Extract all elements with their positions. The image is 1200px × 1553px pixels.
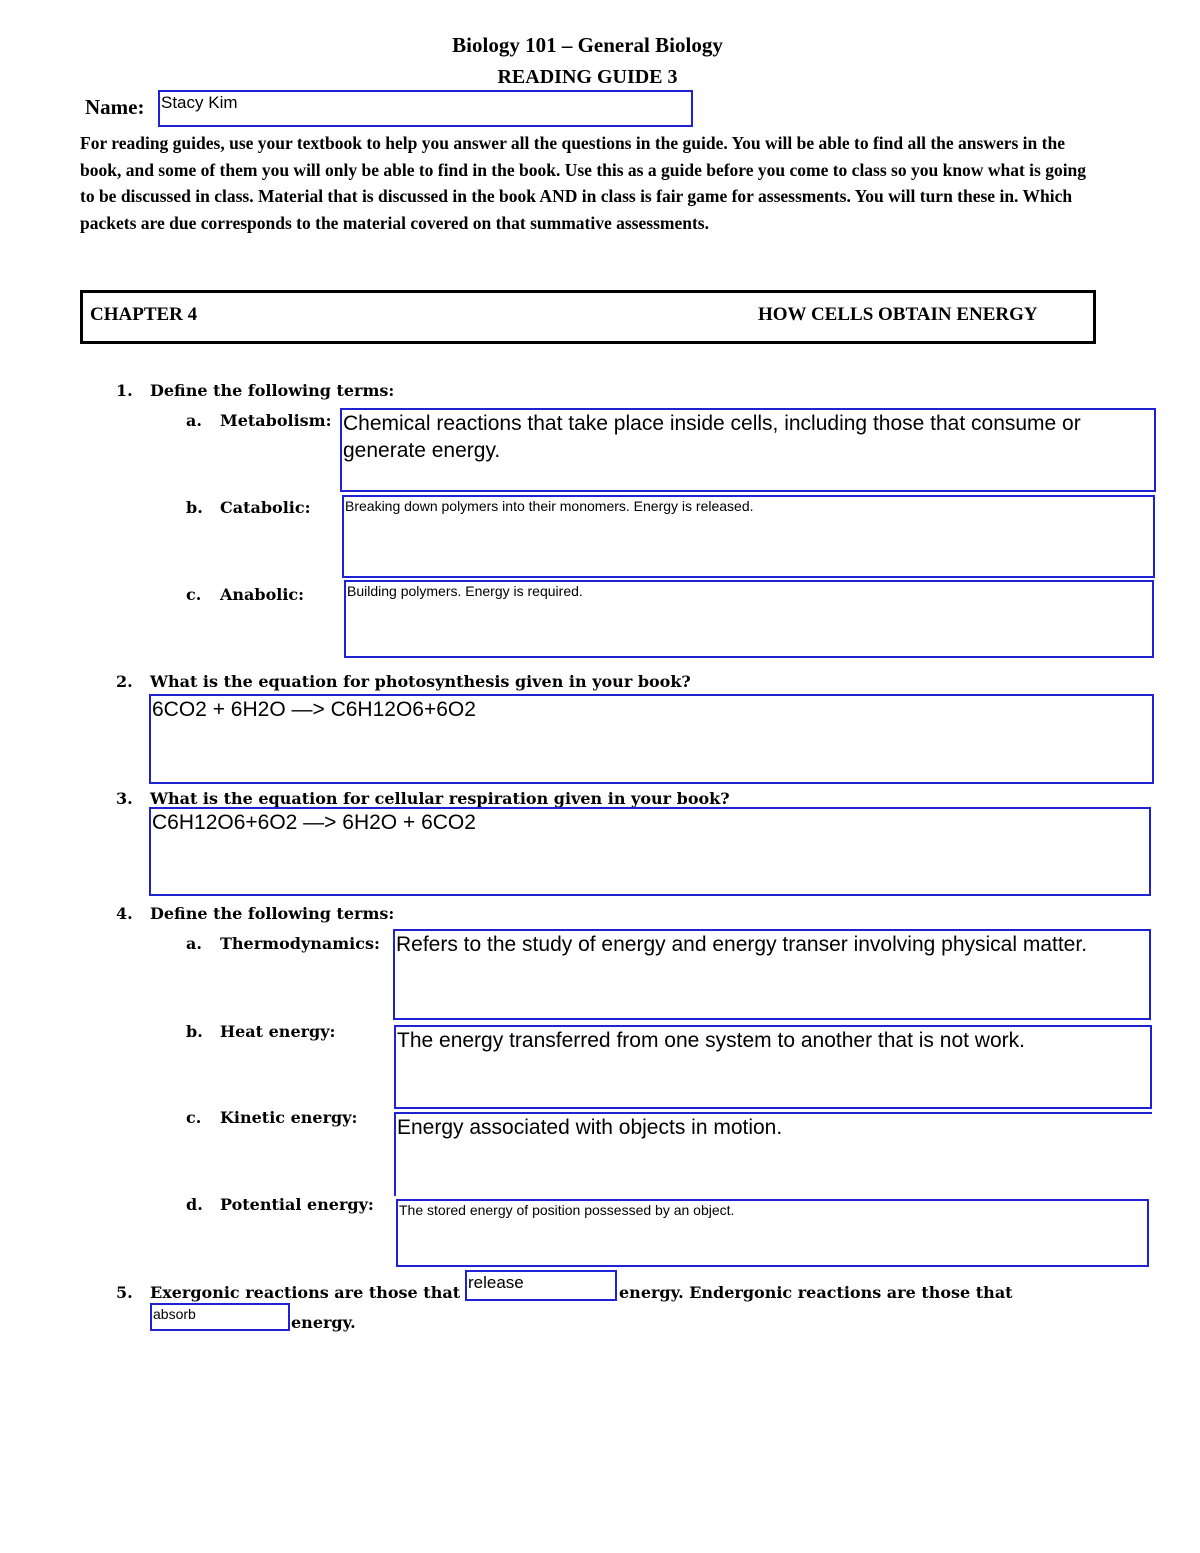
q2-prompt: What is the equation for photosynthesis given in your book? [150,672,691,691]
q5-text-exergonic: Exergonic reactions are those that [150,1283,461,1302]
q3-number: 3. [116,789,133,808]
q5-number: 5. [116,1283,133,1302]
q1b-letter: b. [186,498,203,517]
course-title: Biology 101 – General Biology [452,33,723,57]
catabolic-answer-field[interactable]: Breaking down polymers into their monomers. Energy is released. [342,495,1155,578]
q2-number: 2. [116,672,133,691]
q4b-term: Heat energy: [220,1022,336,1041]
potential-energy-answer-field[interactable]: The stored energy of position possessed by an object. [396,1199,1149,1267]
respiration-answer-field[interactable]: C6H12O6+6O2 —> 6H2O + 6CO2 [149,807,1151,896]
thermodynamics-answer-field[interactable]: Refers to the study of energy and energy transer involving physical matter. [393,929,1151,1020]
metabolism-answer-field[interactable]: Chemical reactions that take place inside cells, including those that consume or generate energy. [340,408,1156,492]
q4c-letter: c. [186,1108,202,1127]
chapter-title: HOW CELLS OBTAIN ENERGY [758,304,1038,325]
q1c-term: Anabolic: [220,585,305,604]
anabolic-answer-field[interactable]: Building polymers. Energy is required. [344,580,1154,658]
kinetic-energy-answer-field[interactable]: Energy associated with objects in motion. [394,1112,1152,1196]
q4c-term: Kinetic energy: [220,1108,358,1127]
q5-text-end: energy. [291,1313,356,1332]
q1b-term: Catabolic: [220,498,311,517]
q4a-term: Thermodynamics: [220,934,380,953]
q1a-letter: a. [186,411,202,430]
q3-prompt: What is the equation for cellular respiration given in your book? [150,789,730,808]
name-field[interactable]: Stacy Kim [158,90,693,127]
instructions-paragraph: For reading guides, use your textbook to help you answer all the questions in the guide. You will be able to find all the answers in the book, and some of them you will only be able to find in the book. Use this as a guide before you come to class so you know what is going to be discussed in class. Material that is discussed in the book AND in class is fair game for assessments. You will turn these in. Which packets are due corresponds to the material covered on that summative assessments. [80,133,1087,233]
q4-prompt: Define the following terms: [150,904,395,923]
photosynthesis-answer-field[interactable]: 6CO2 + 6H2O —> C6H12O6+6O2 [149,694,1154,784]
name-label: Name: [85,95,145,119]
chapter-number: CHAPTER 4 [90,304,198,325]
q4d-letter: d. [186,1195,203,1214]
q1-prompt: Define the following terms: [150,381,395,400]
q1c-letter: c. [186,585,202,604]
heat-energy-answer-field[interactable]: The energy transferred from one system to another that is not work. [394,1025,1152,1109]
q4d-term: Potential energy: [220,1195,374,1214]
q5-text-endergonic: energy. Endergonic reactions are those that [619,1283,1013,1302]
q4-number: 4. [116,904,133,923]
q1-number: 1. [116,381,133,400]
exergonic-answer-field[interactable]: release [465,1270,617,1301]
q4a-letter: a. [186,934,202,953]
q4b-letter: b. [186,1022,203,1041]
q1a-term: Metabolism: [220,411,332,430]
guide-title: READING GUIDE 3 [497,66,678,88]
endergonic-answer-field[interactable]: absorb [150,1303,290,1331]
